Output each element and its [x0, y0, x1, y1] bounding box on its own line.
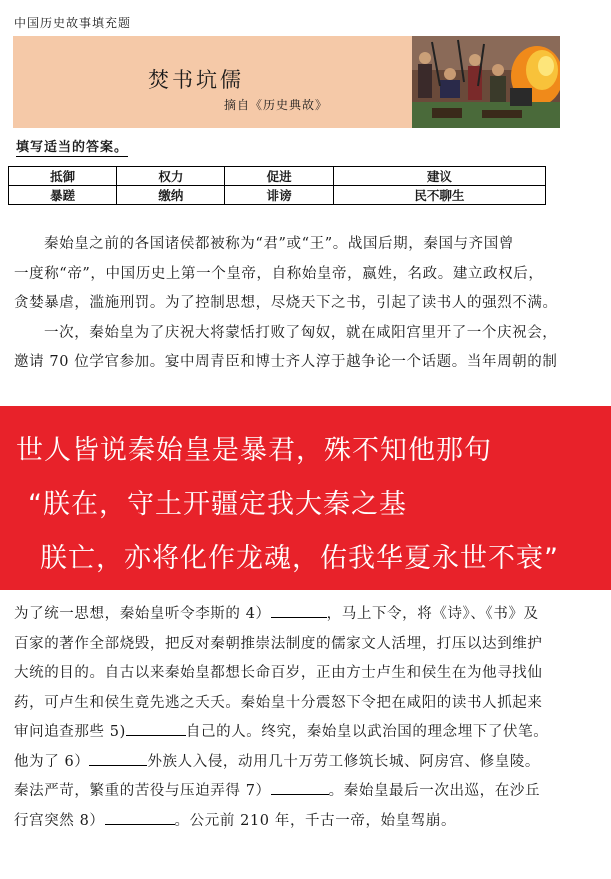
passage-text: 审问追查那些 5)	[14, 724, 126, 740]
worksheet-header: 中国历史故事填充题	[14, 16, 132, 30]
passage-bottom	[14, 600, 599, 836]
passage-text: 。秦始皇最后一次出巡，在沙丘	[328, 783, 541, 799]
passage-line	[14, 807, 599, 837]
passage-top	[14, 230, 599, 378]
passage-line: 邀请 70 位学官参加。宴中周青臣和博士齐人淳于越争论一个话题。当年周朝的制	[14, 354, 558, 370]
passage-text: 行宫突然 8）	[14, 812, 105, 829]
vocabulary-row	[9, 186, 546, 205]
answer-blank-8[interactable]	[105, 810, 175, 825]
overlay-quote-line: 朕亡，亦将化作龙魂，佑我华夏永世不衰”	[40, 543, 559, 574]
story-title: 焚书坑儒	[148, 68, 244, 92]
passage-text: ，马上下令，将《诗》、《书》及	[326, 606, 539, 622]
passage-line: 大统的目的。自古以来秦始皇都想长命百岁，正由方士卢生和侯生在为他寻找仙	[14, 665, 543, 681]
vocab-word: 权力	[117, 167, 225, 186]
answer-blank-7[interactable]	[271, 780, 329, 795]
passage-line	[14, 748, 599, 778]
answer-blank-5[interactable]	[126, 721, 186, 736]
vocab-word: 建议	[333, 167, 545, 186]
vocabulary-table	[8, 166, 546, 205]
passage-line: 贪婪暴虐，滥施刑罚。为了控制思想，尽烧天下之书，引起了读书人的强烈不满。	[14, 295, 558, 311]
passage-text: 外族人入侵，动用几十万劳工修筑长城、阿房宫、修皇陵。	[147, 753, 541, 770]
passage-line: 药，可卢生和侯生竟先逃之夭夭。秦始皇十分震怒下令把在咸阳的读书人抓起来	[14, 694, 543, 711]
vocab-word: 促进	[225, 167, 333, 186]
passage-line: 秦始皇之前的各国诸侯都被称为“君”或“王”。战国后期，秦国与齐国曾	[44, 236, 514, 252]
passage-line: 一次，秦始皇为了庆祝大将蒙恬打败了匈奴，就在咸阳宫里开了一个庆祝会，	[44, 324, 558, 341]
battle-illustration	[412, 36, 560, 128]
overlay-quote-line: “朕在，守土开疆定我大秦之基	[28, 489, 407, 520]
answer-blank-6[interactable]	[89, 751, 147, 766]
passage-text: 为了统一思想，秦始皇听令李斯的 4）	[14, 606, 271, 622]
passage-text: 他为了 6）	[14, 753, 90, 770]
passage-line	[14, 718, 599, 748]
story-source: 摘自《历史典故》	[224, 98, 329, 112]
passage-line	[14, 600, 599, 630]
vocab-word: 民不聊生	[333, 186, 545, 205]
battle-illustration-image	[412, 36, 560, 128]
passage-line	[14, 777, 599, 807]
passage-text: 。公元前 210 年，千古一帝，始皇驾崩。	[174, 812, 457, 829]
vocab-word: 抵御	[9, 167, 117, 186]
passage-line: 百家的著作全部烧毁，把反对秦朝推崇法制度的儒家文人活埋，打压以达到维护	[14, 635, 543, 652]
vocab-word: 诽谤	[225, 186, 333, 205]
vocabulary-row	[9, 167, 546, 186]
passage-text: 秦法严苛，繁重的苦役与压迫弄得 7）	[14, 783, 271, 799]
passage-text: 自己的人。终究，秦始皇以武治国的理念埋下了伏笔。	[185, 724, 549, 740]
vocab-word: 暴蹉	[9, 186, 117, 205]
overlay-quote-line: 世人皆说秦始皇是暴君，殊不知他那句	[16, 435, 492, 466]
instruction-text: 填写适当的答案。	[16, 136, 128, 157]
vocab-word: 缴纳	[117, 186, 225, 205]
passage-line: 一度称“帝”，中国历史上第一个皇帝，自称始皇帝，嬴姓，名政。建立政权后，	[14, 265, 544, 282]
answer-blank-4[interactable]	[271, 603, 327, 618]
